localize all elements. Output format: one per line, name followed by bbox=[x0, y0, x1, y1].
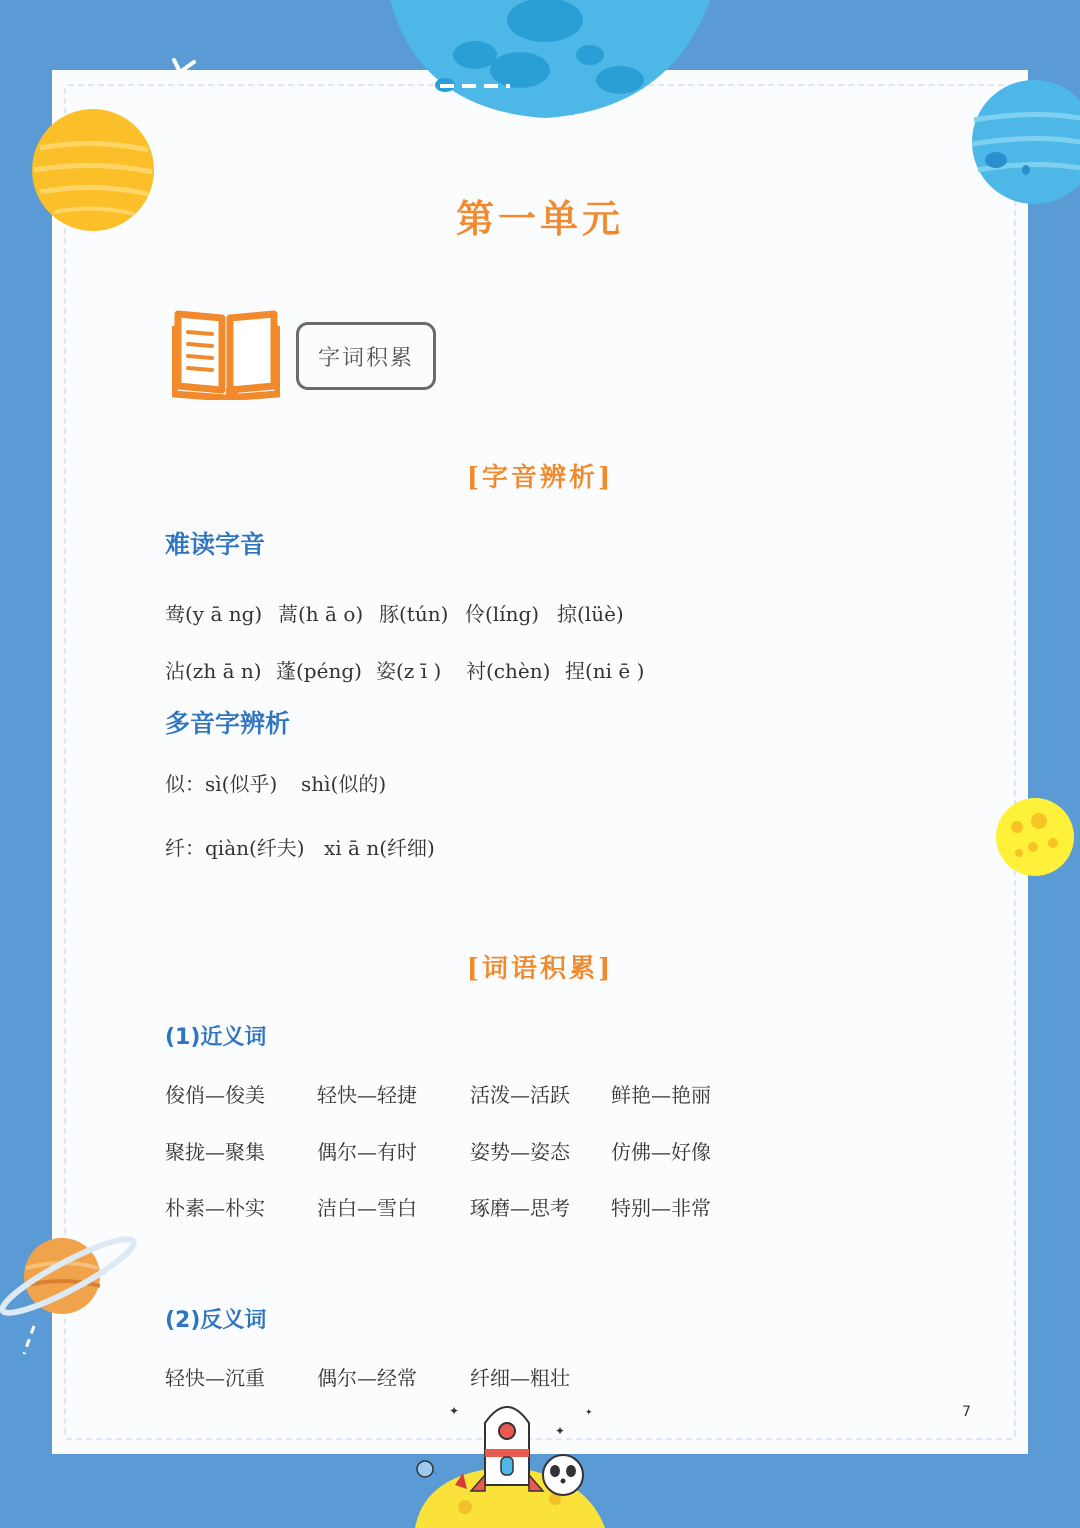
antonym-pair: 偶尔—经常 bbox=[317, 1366, 417, 1390]
dashed-border bbox=[64, 84, 1016, 1440]
page-number: 7 bbox=[962, 1404, 971, 1420]
pronunciation-heading: [字音辨析] bbox=[466, 463, 614, 493]
synonym-pair: 俊俏—俊美 bbox=[165, 1083, 265, 1107]
antonym-title: (2)反义词 bbox=[165, 1308, 267, 1333]
pinyin-item: 伶(líng) bbox=[465, 602, 540, 626]
synonym-pair: 朴素—朴实 bbox=[165, 1196, 265, 1220]
polyphone-item: shì(似的) bbox=[301, 772, 387, 796]
pinyin-item: 姿(z ī ) bbox=[376, 659, 442, 683]
synonym-pair: 鲜艳—艳丽 bbox=[611, 1083, 711, 1107]
pinyin-row bbox=[165, 598, 624, 627]
pinyin-item: 沾(zh ā n) bbox=[165, 659, 262, 683]
synonym-pair: 仿佛—好像 bbox=[611, 1140, 711, 1164]
polyphone-title: 多音字辨析 bbox=[165, 709, 291, 738]
pinyin-item: 捏(ni ē ) bbox=[565, 659, 645, 683]
unit-title: 第一单元 bbox=[455, 196, 624, 241]
polyphone-row bbox=[165, 768, 386, 797]
synonym-title: (1)近义词 bbox=[165, 1025, 267, 1050]
pinyin-item: 蒿(h ā o) bbox=[278, 602, 364, 626]
antonym-pair: 轻快—沉重 bbox=[165, 1366, 265, 1390]
moon-icon bbox=[380, 0, 720, 125]
synonym-pair: 洁白—雪白 bbox=[317, 1196, 417, 1220]
pinyin-item: 豚(tún) bbox=[379, 602, 449, 626]
difficult-pronunciation-title: 难读字音 bbox=[165, 530, 266, 559]
polyphone-item: xi ā n(纤细) bbox=[324, 836, 435, 860]
synonym-pair: 姿势—姿态 bbox=[470, 1140, 570, 1164]
polyphone-item: 纤：qiàn(纤夫) bbox=[165, 836, 305, 860]
svg-text:✦: ✦ bbox=[555, 1424, 566, 1438]
synonym-pair: 偶尔—有时 bbox=[317, 1140, 417, 1164]
rocket-illustration bbox=[405, 1395, 610, 1528]
yellow-moon-icon bbox=[995, 797, 1080, 877]
pinyin-item: 鸯(y ā ng) bbox=[165, 602, 263, 626]
synonym-pair: 特别—非常 bbox=[611, 1196, 711, 1220]
topic-badge: 字词积累 bbox=[296, 322, 436, 390]
svg-text:✦: ✦ bbox=[585, 1408, 593, 1418]
polyphone-row bbox=[165, 832, 435, 861]
page-sheet bbox=[52, 70, 1028, 1454]
synonym-pair: 琢磨—思考 bbox=[470, 1196, 570, 1220]
polyphone-item: 似：sì(似乎) bbox=[165, 772, 278, 796]
pinyin-item: 衬(chèn) bbox=[466, 659, 551, 683]
pinyin-item: 掠(lüè) bbox=[557, 602, 624, 626]
antonym-pair: 纤细—粗壮 bbox=[470, 1366, 570, 1390]
synonym-pair: 活泼—活跃 bbox=[470, 1083, 570, 1107]
pinyin-item: 蓬(péng) bbox=[276, 659, 362, 683]
star-sparkle-icon bbox=[170, 58, 200, 78]
book-icon bbox=[172, 308, 280, 400]
synonym-pair: 轻快—轻捷 bbox=[317, 1083, 417, 1107]
saturn-icon bbox=[0, 1230, 140, 1360]
svg-text:✦: ✦ bbox=[449, 1404, 460, 1418]
vocabulary-heading: [词语积累] bbox=[466, 954, 614, 984]
synonym-pair: 聚拢—聚集 bbox=[165, 1140, 265, 1164]
pinyin-row bbox=[165, 655, 644, 684]
